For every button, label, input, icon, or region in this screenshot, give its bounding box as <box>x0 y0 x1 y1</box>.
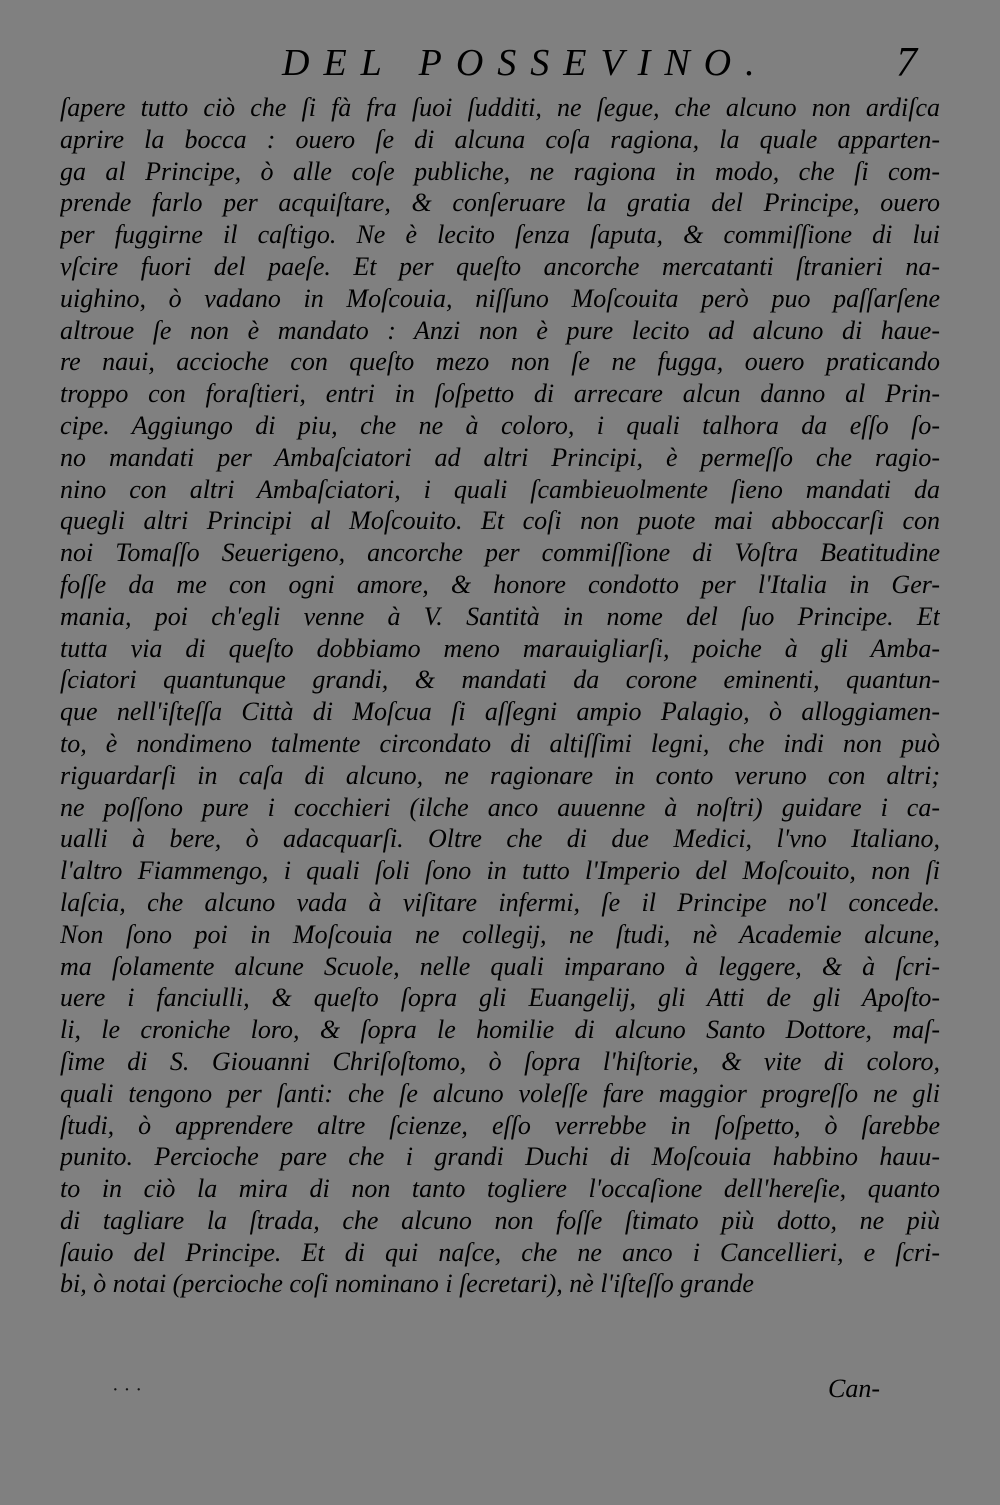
text-line: troppo con foraſtieri, entri in ſoſpetto di arrecare alcun danno al Prin- <box>60 379 940 409</box>
page-number: 7 <box>896 40 917 86</box>
text-line: per fuggirne il caſtigo. Ne è lecito ſenza ſaputa, & commiſſione di lui <box>60 220 940 250</box>
text-line: ſciatori quantunque grandi, & mandati da corone eminenti, quantun- <box>60 665 940 695</box>
text-line: aprire la bocca : ouero ſe di alcuna coſa ragiona, la quale apparten- <box>60 124 940 154</box>
text-line: prende farlo per acquiſtare, & conſeruare la gratia del Principe, ouero <box>60 188 940 218</box>
text-line: mania, poi ch'egli venne à V. Santità in nome del ſuo Principe. Et <box>60 601 940 631</box>
text-line: Non ſono poi in Moſcouia ne collegij, ne ſtudi, nè Academie alcune, <box>60 919 940 949</box>
text-line: ualli à bere, ò adacquarſi. Oltre che di due Medici, l'vno Italiano, <box>60 824 940 854</box>
text-line: ſime di S. Giouanni Chriſoſtomo, ò ſopra l'hiſtorie, & vite di coloro, <box>60 1046 940 1076</box>
text-line: ſtudi, ò apprendere altre ſcienze, eſſo verrebbe in ſoſpetto, ò ſarebbe <box>60 1110 940 1140</box>
text-line: ne poſſono pure i cocchieri (ilche anco auuenne à noſtri) guidare i ca- <box>60 792 940 822</box>
text-line: ſapere tutto ciò che ſi fà fra ſuoi ſudditi, ne ſegue, che alcuno non ardiſca <box>60 93 940 122</box>
text-line: ma ſolamente alcune Scuole, nelle quali imparano à leggere, & à ſcri- <box>60 951 940 981</box>
text-line: ga al Principe, ò alle coſe publiche, ne ragiona in modo, che ſi com- <box>60 156 940 186</box>
text-line: quegli altri Principi al Moſcouito. Et coſi non puote mai abboccarſi con <box>60 506 940 536</box>
text-line: quali tengono per ſanti: che ſe alcuno voleſſe fare maggior progreſſo ne gli <box>60 1078 940 1108</box>
text-line: foſſe da me con ogni amore, & honore condotto per l'Italia in Ger- <box>60 569 940 599</box>
text-line: riguardarſi in caſa di alcuno, ne ragionare in conto veruno con altri; <box>60 760 940 790</box>
text-line: punito. Percioche pare che i grandi Duchi di Moſcouia habbino hauu- <box>60 1142 940 1172</box>
text-line: di tagliare la ſtrada, che alcuno non foſſe ſtimato più dotto, ne più <box>60 1205 940 1235</box>
text-line: ſauio del Principe. Et di qui naſce, che ne anco i Cancellieri, e ſcri- <box>60 1237 940 1267</box>
text-line: laſcia, che alcuno vada à viſitare infermi, ſe il Principe no'l concede. <box>60 887 940 917</box>
text-line: que nell'iſteſſa Città di Moſcua ſi aſſegni ampio Palagio, ò alloggiamen- <box>60 697 940 727</box>
text-line: altroue ſe non è mandato : Anzi non è pure lecito ad alcuno di haue- <box>60 315 940 345</box>
text-line: vſcire fuori del paeſe. Et per queſto ancorche mercatanti ſtranieri na- <box>60 251 940 281</box>
text-line: li, le croniche loro, & ſopra le homilie di alcuno Santo Dottore, maſ- <box>60 1015 940 1045</box>
text-line: no mandati per Ambaſciatori ad altri Principi, è permeſſo che ragio- <box>60 442 940 472</box>
text-line: uighino, ò vadano in Moſcouia, niſſuno Moſcouita però puo paſſarſene <box>60 283 940 313</box>
catchword: Can- <box>828 1374 880 1403</box>
text-line: nino con altri Ambaſciatori, i quali ſcambieuolmente ſieno mandati da <box>60 474 940 504</box>
text-line: noi Tomaſſo Seuerigeno, ancorche per commiſſione di Voſtra Beatitudine <box>60 538 940 568</box>
text-line: bi, ò notai (percioche coſi nominano i ſecretari), nè l'iſteſſo grande <box>60 1269 754 1299</box>
stray-ink-mark: · · · <box>112 1379 142 1401</box>
text-line: re naui, accioche con queſto mezo non ſe ne fugga, ouero praticando <box>60 347 940 377</box>
text-line: uere i fanciulli, & queſto ſopra gli Euangelij, gli Atti de gli Apoſto- <box>60 983 940 1013</box>
text-line: tutta via di queſto dobbiamo meno marauigliarſi, poiche à gli Amba- <box>60 633 940 663</box>
text-line: to in ciò la mira di non tanto togliere l'occaſione dell'hereſie, quanto <box>60 1174 940 1204</box>
text-line: l'altro Fiammengo, i quali ſoli ſono in tutto l'Imperio del Moſcouito, non ſi <box>60 856 940 886</box>
body-text <box>60 92 940 1300</box>
text-line: cipe. Aggiungo di piu, che ne à coloro, i quali talhora da eſſo ſo- <box>60 410 940 440</box>
page-header <box>0 38 1000 88</box>
text-line: to, è nondimeno talmente circondato di altiſſimi legni, che indi non può <box>60 728 940 758</box>
running-title: DEL POSSEVINO. <box>282 42 769 84</box>
